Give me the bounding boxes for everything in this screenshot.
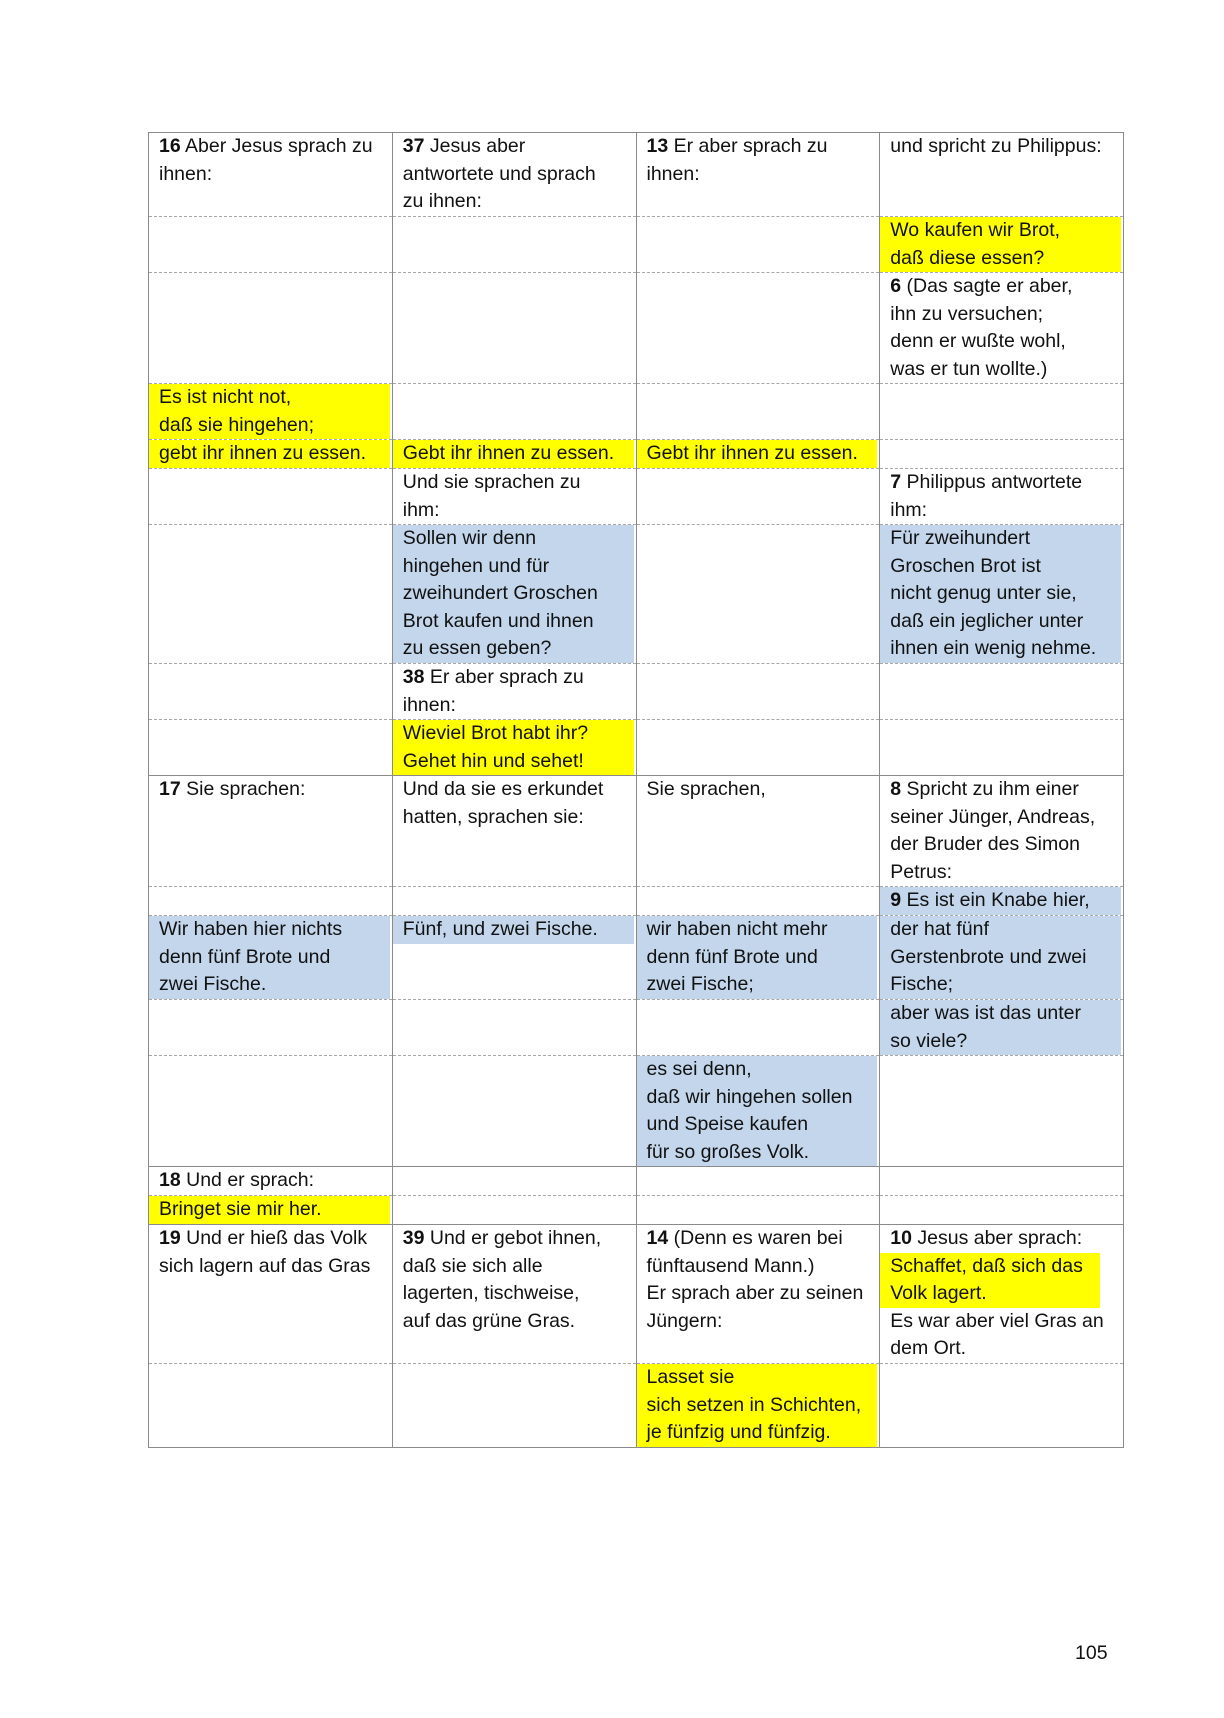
cell-text [637,133,880,188]
text-line: Bringet sie mir her. [159,1198,322,1220]
cell-matthaeus [149,887,393,916]
verse-number: 9 [890,889,902,911]
text-line: der hat fünf [890,918,989,940]
text-line: ihnen ein wenig nehme. [890,637,1097,659]
cell-lukas [636,916,880,1000]
text-line: Und da sie es erkundet [402,778,604,800]
text-line: was er tun wollte.) [890,357,1048,380]
synopsis-row [149,273,1124,384]
verse-number: 7 [890,471,902,493]
text-line: seiner Jünger, Andreas, [890,805,1096,828]
text-line: aber was ist das unter [890,1002,1082,1024]
text-line: hatten, sprachen sie: [402,805,584,828]
cell-text [880,525,1121,663]
cell-text [393,664,636,719]
cell-johannes [880,525,1124,664]
text-line: Gerstenbrote und zwei [890,945,1087,968]
cell-text [393,133,636,216]
cell-lukas [636,525,880,664]
cell-lukas [636,1364,880,1448]
cell-markus [392,916,636,1000]
cell-text [393,525,634,663]
cell-markus [392,384,636,440]
cell-johannes [880,664,1124,720]
verse-number: 39 [402,1227,425,1249]
cell-markus [392,664,636,720]
text-line: Es ist nicht not, [159,386,292,408]
cell-lukas [636,217,880,273]
cell-markus [392,1167,636,1196]
synopsis-row [149,916,1124,1000]
text-line: Und sie sprachen zu [402,471,581,493]
cell-text [149,776,392,804]
text-line: Wir haben hier nichts [159,918,343,940]
text-line: 13 Er aber sprach zu [646,135,828,157]
text-line: daß ein jeglicher unter [890,609,1084,632]
synopsis-row [149,776,1124,887]
synopsis-row [149,133,1124,217]
text-line: denn er wußte wohl, [890,330,1066,352]
text-line: Gebt ihr ihnen zu essen. [646,442,858,464]
cell-markus [392,133,636,217]
text-line: 9 Es ist ein Knabe hier, [890,889,1090,911]
cell-text [880,1308,1123,1363]
text-line: lagerten, tischweise, [402,1282,580,1304]
cell-text [149,133,392,188]
text-line: sich lagern auf das Gras [159,1254,371,1277]
cell-johannes [880,384,1124,440]
text-line: der Bruder des Simon [890,833,1080,855]
text-line: dem Ort. [890,1337,967,1359]
text-line: für so großes Volk. [646,1140,810,1163]
text-line: 17 Sie sprachen: [159,778,306,800]
text-line: daß diese essen? [890,246,1045,269]
cell-markus [392,887,636,916]
cell-markus [392,440,636,469]
text-line: denn fünf Brote und [646,945,818,968]
text-line: 18 Und er sprach: [159,1169,315,1191]
cell-matthaeus [149,384,393,440]
text-line: denn fünf Brote und [159,945,331,968]
cell-lukas [636,273,880,384]
synopsis-row [149,1167,1124,1196]
cell-johannes [880,440,1124,469]
cell-johannes [880,776,1124,887]
cell-text [880,1225,1123,1253]
cell-text [637,1364,878,1447]
cell-johannes [880,1364,1124,1448]
cell-matthaeus [149,217,393,273]
cell-text [880,273,1123,383]
cell-text [637,440,878,468]
cell-matthaeus [149,776,393,887]
cell-lukas [636,776,880,887]
text-line: zu essen geben? [402,637,552,659]
synopsis-row [149,1364,1124,1448]
synopsis-row [149,440,1124,469]
verse-number: 17 [159,778,181,800]
text-line: Petrus: [890,860,953,883]
cell-text [880,916,1121,999]
cell-johannes [880,469,1124,525]
cell-lukas [636,133,880,217]
cell-text [149,440,390,468]
cell-johannes [880,1000,1124,1056]
cell-text [149,384,390,439]
cell-matthaeus [149,1000,393,1056]
text-line: daß sie sich alle [402,1254,543,1277]
cell-matthaeus [149,664,393,720]
text-line: Lasset sie [646,1366,735,1388]
cell-text [637,776,880,804]
text-line: zu ihnen: [402,190,482,212]
cell-johannes [880,273,1124,384]
cell-markus [392,273,636,384]
cell-text [880,217,1121,272]
cell-matthaeus [149,440,393,469]
text-line: fünftausend Mann.) [646,1254,815,1277]
text-line: je fünfzig und fünfzig. [646,1421,831,1443]
cell-matthaeus [149,720,393,776]
text-line: zweihundert Groschen [402,582,598,604]
text-line: daß wir hingehen sollen [646,1085,853,1108]
text-line: Wieviel Brot habt ihr? [402,722,589,744]
text-line: 39 Und er gebot ihnen, [402,1227,602,1249]
text-line: ihnen: [646,162,700,185]
cell-matthaeus [149,525,393,664]
cell-matthaeus [149,1056,393,1167]
cell-text [880,133,1123,161]
text-line: 38 Er aber sprach zu [402,666,584,688]
text-line: und spricht zu Philippus: [890,135,1102,157]
cell-johannes [880,887,1124,916]
cell-text [637,1225,880,1335]
text-line: Für zweihundert [890,527,1031,549]
cell-johannes [880,720,1124,776]
cell-text [637,1056,878,1166]
text-line: Schaffet, daß sich das [890,1254,1083,1277]
cell-markus [392,217,636,273]
verse-number: 14 [646,1227,669,1249]
text-line: nicht genug unter sie, [890,582,1077,604]
synopsis-row [149,469,1124,525]
cell-lukas [636,1167,880,1196]
text-line: ihn zu versuchen; [890,302,1044,325]
text-line: Gebt ihr ihnen zu essen. [402,442,615,464]
cell-text [880,887,1121,915]
verse-number: 18 [159,1169,181,1191]
cell-johannes [880,916,1124,1000]
cell-matthaeus [149,1196,393,1225]
cell-markus [392,1000,636,1056]
text-line: wir haben nicht mehr [646,918,828,940]
verse-number: 13 [646,135,669,157]
text-line: Groschen Brot ist [890,554,1041,577]
cell-lukas [636,1225,880,1364]
synopsis-row [149,1056,1124,1167]
cell-markus [392,469,636,525]
verse-number: 38 [402,666,425,688]
cell-lukas [636,720,880,776]
synopsis-table-body [149,133,1124,1448]
cell-markus [392,1225,636,1364]
text-line: Wo kaufen wir Brot, [890,219,1061,241]
text-line: Brot kaufen und ihnen [402,609,594,632]
cell-text [149,1196,390,1224]
verse-number: 37 [402,135,425,157]
cell-johannes [880,133,1124,217]
synopsis-row [149,1196,1124,1225]
cell-lukas [636,664,880,720]
cell-markus [392,1196,636,1225]
cell-text [393,469,636,524]
page-number: 105 [1075,1642,1108,1664]
cell-text [880,776,1123,886]
text-line: daß sie hingehen; [159,413,315,436]
text-line: ihnen: [402,693,456,716]
cell-text [149,1225,392,1280]
synopsis-row [149,720,1124,776]
text-line: antwortete und sprach [402,162,596,185]
cell-matthaeus [149,273,393,384]
cell-lukas [636,1000,880,1056]
cell-markus [392,525,636,664]
cell-markus [392,720,636,776]
cell-johannes [880,1225,1124,1364]
synopsis-table [148,132,1124,1448]
text-line: zwei Fische; [646,973,754,995]
verse-number: 8 [890,778,902,800]
verse-number: 16 [159,135,181,157]
cell-lukas [636,1196,880,1225]
text-line: ihm: [890,498,928,521]
cell-text [393,1225,636,1335]
text-line: Sie sprachen, [646,778,766,800]
text-line: hingehen und für [402,554,550,577]
cell-markus [392,776,636,887]
cell-text [637,916,878,999]
cell-johannes [880,1056,1124,1167]
cell-text [149,1167,392,1195]
text-line: ihnen: [159,162,213,185]
synopsis-row [149,384,1124,440]
cell-lukas [636,384,880,440]
text-line: Volk lagert. [890,1282,987,1304]
cell-lukas [636,887,880,916]
synopsis-row [149,1000,1124,1056]
cell-lukas [636,469,880,525]
text-line: 6 (Das sagte er aber, [890,275,1073,297]
synopsis-row [149,887,1124,916]
text-line: 19 Und er hieß das Volk [159,1227,368,1249]
cell-matthaeus [149,133,393,217]
synopsis-row [149,1225,1124,1364]
text-line: Fünf, und zwei Fische. [402,918,598,940]
synopsis-row [149,525,1124,664]
cell-matthaeus [149,1167,393,1196]
text-line: 7 Philippus antwortete [890,471,1083,493]
text-line: 16 Aber Jesus sprach zu [159,135,373,157]
cell-johannes [880,217,1124,273]
synopsis-row [149,664,1124,720]
text-line: ihm: [402,498,440,521]
text-line: Fische; [890,973,954,995]
text-line: Es war aber viel Gras an [890,1309,1104,1332]
cell-text [393,916,634,944]
cell-text [880,1000,1121,1055]
cell-text [393,776,636,831]
text-line: 8 Spricht zu ihm einer [890,778,1079,800]
text-line: 14 (Denn es waren bei [646,1227,843,1249]
text-line: 37 Jesus aber [402,135,526,157]
text-line: gebt ihr ihnen zu essen. [159,442,367,464]
cell-markus [392,1364,636,1448]
text-line: Gehet hin und sehet! [402,749,584,772]
cell-matthaeus [149,469,393,525]
cell-matthaeus [149,916,393,1000]
cell-text [880,469,1123,524]
text-line: so viele? [890,1029,968,1052]
cell-text [393,440,634,468]
cell-matthaeus [149,1364,393,1448]
verse-number: 10 [890,1227,912,1249]
text-line: Er sprach aber zu seinen [646,1282,864,1304]
text-line: Sollen wir denn [402,527,537,549]
highlighted-text [880,1253,1100,1308]
cell-lukas [636,440,880,469]
cell-matthaeus [149,1225,393,1364]
text-line: zwei Fische. [159,973,267,995]
cell-text [149,916,390,999]
text-line: und Speise kaufen [646,1113,809,1135]
verse-number: 19 [159,1227,181,1249]
text-line: Jüngern: [646,1309,723,1332]
verse-number: 6 [890,275,902,297]
cell-lukas [636,1056,880,1167]
text-line: auf das grüne Gras. [402,1309,576,1332]
cell-johannes [880,1167,1124,1196]
cell-johannes [880,1196,1124,1225]
synopsis-row [149,217,1124,273]
text-line: es sei denn, [646,1058,752,1080]
cell-markus [392,1056,636,1167]
text-line: sich setzen in Schichten, [646,1393,862,1416]
text-line: 10 Jesus aber sprach: [890,1227,1083,1249]
cell-text [393,720,634,775]
